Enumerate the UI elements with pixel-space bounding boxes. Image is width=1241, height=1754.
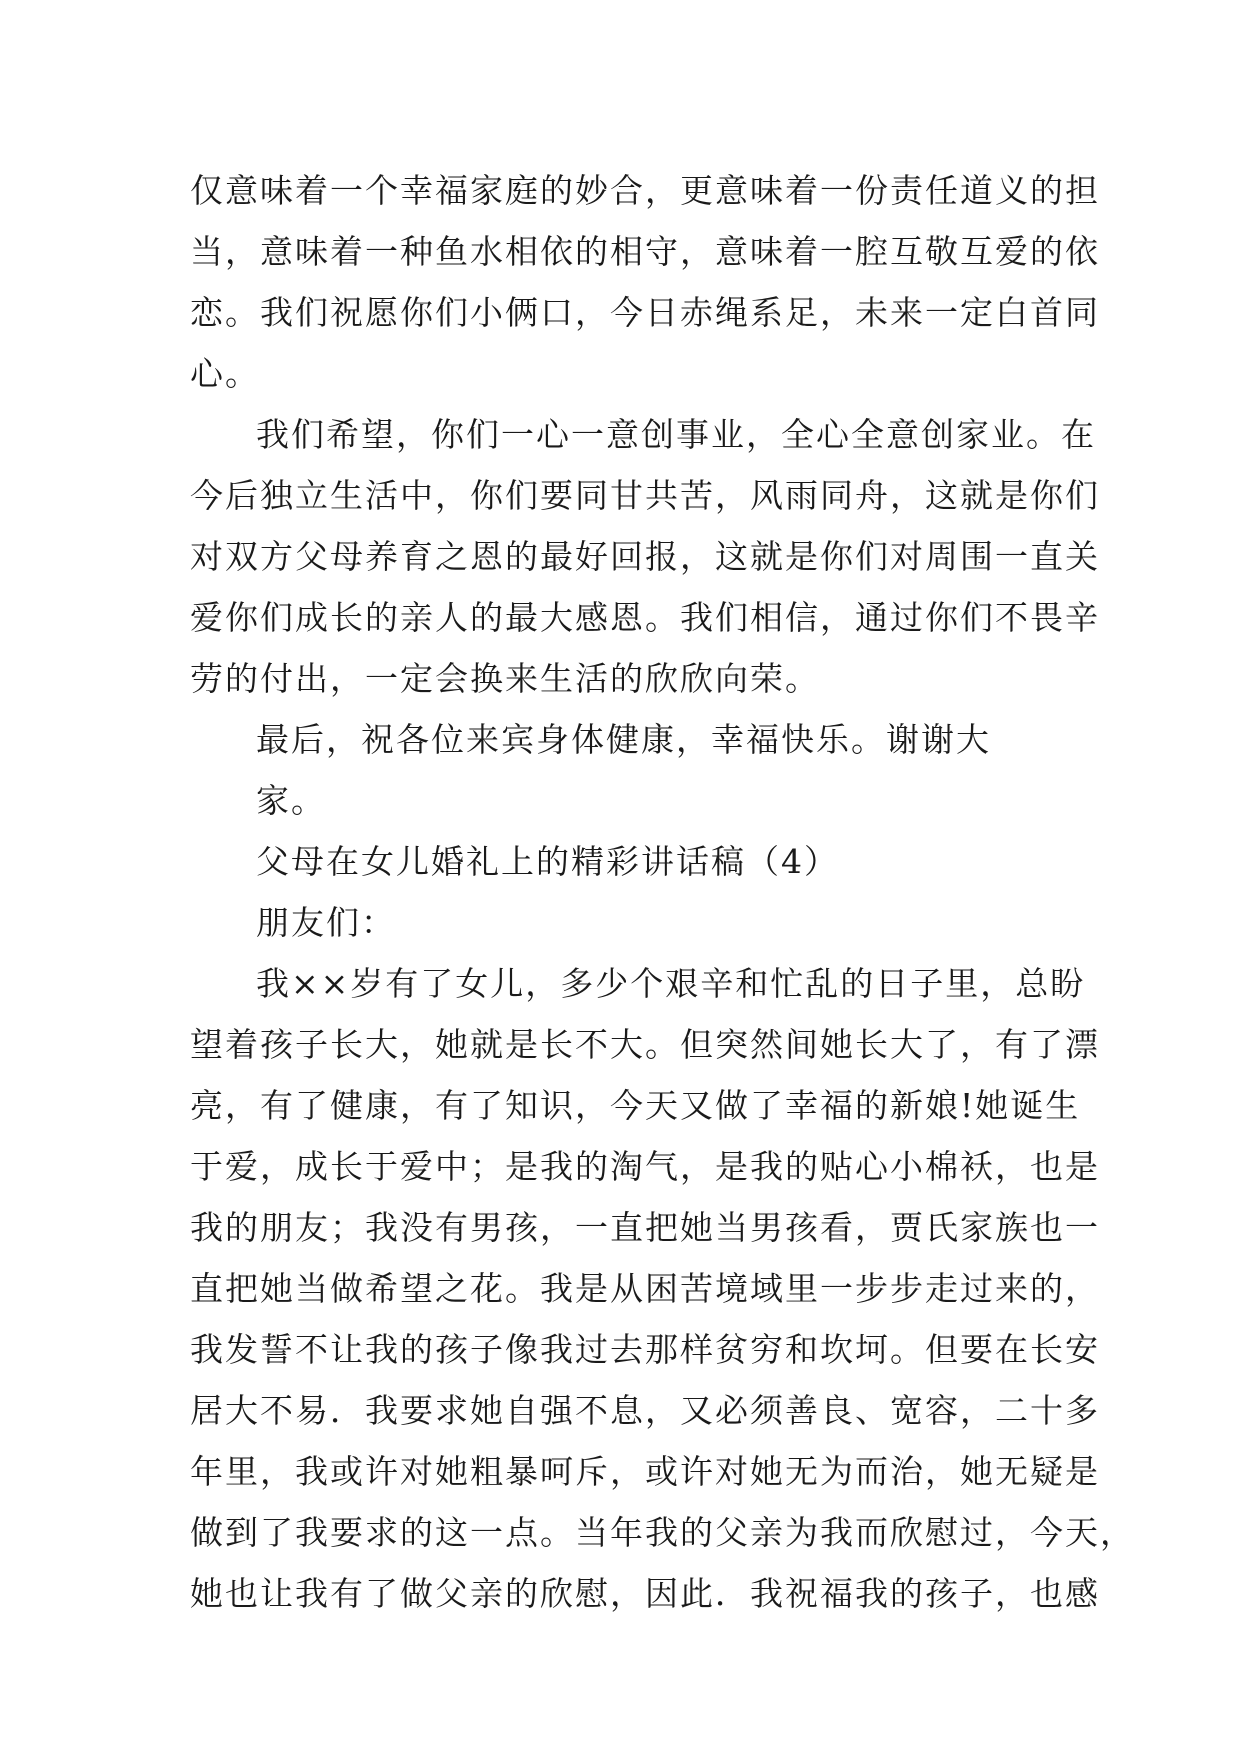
text-line: 最后，祝各位来宾身体健康，幸福快乐。谢谢大 — [256, 720, 991, 759]
text-line: 劳的付出，一定会换来生活的欣欣向荣。 — [190, 659, 820, 698]
text-line: 家。 — [256, 781, 326, 820]
text-line: 做到了我要求的这一点。当年我的父亲为我而欣慰过，今天， — [190, 1513, 1135, 1552]
text-line: 望着孩子长大，她就是长不大。但突然间她长大了，有了漂 — [190, 1025, 1100, 1064]
text-line: 仅意味着一个幸福家庭的妙合，更意味着一份责任道义的担 — [190, 171, 1100, 210]
text-line: 恋。我们祝愿你们小俩口，今日赤绳系足，未来一定白首同 — [190, 293, 1100, 332]
text-line: 亮，有了健康，有了知识，今天又做了幸福的新娘!她诞生 — [190, 1086, 1081, 1125]
text-line: 朋友们： — [256, 903, 396, 942]
text-line: 我们希望，你们一心一意创事业，全心全意创家业。在 — [256, 415, 1096, 454]
text-line: 她也让我有了做父亲的欣慰，因此．我祝福我的孩子，也感 — [190, 1574, 1100, 1613]
text-line: 我发誓不让我的孩子像我过去那样贫穷和坎坷。但要在长安 — [190, 1330, 1100, 1369]
text-line: 当，意味着一种鱼水相依的相守，意味着一腔互敬互爱的依 — [190, 232, 1100, 271]
text-line: 年里，我或许对她粗暴呵斥，或许对她无为而治，她无疑是 — [190, 1452, 1100, 1491]
text-line: 我××岁有了女儿，多少个艰辛和忙乱的日子里，总盼 — [256, 964, 1086, 1003]
text-line: 直把她当做希望之花。我是从困苦境域里一步步走过来的， — [190, 1269, 1100, 1308]
text-line: 爱你们成长的亲人的最大感恩。我们相信，通过你们不畏辛 — [190, 598, 1100, 637]
text-line: 对双方父母养育之恩的最好回报，这就是你们对周围一直关 — [190, 537, 1100, 576]
text-line: 今后独立生活中，你们要同甘共苦，风雨同舟，这就是你们 — [190, 476, 1100, 515]
text-line: 父母在女儿婚礼上的精彩讲话稿（4） — [256, 842, 839, 881]
text-line: 于爱，成长于爱中；是我的淘气，是我的贴心小棉袄，也是 — [190, 1147, 1100, 1186]
text-line: 心。 — [190, 354, 260, 393]
text-line: 居大不易．我要求她自强不息，又必须善良、宽容，二十多 — [190, 1391, 1100, 1430]
text-line: 我的朋友；我没有男孩，一直把她当男孩看，贾氏家族也一 — [190, 1208, 1100, 1247]
document-body — [190, 160, 1135, 1624]
